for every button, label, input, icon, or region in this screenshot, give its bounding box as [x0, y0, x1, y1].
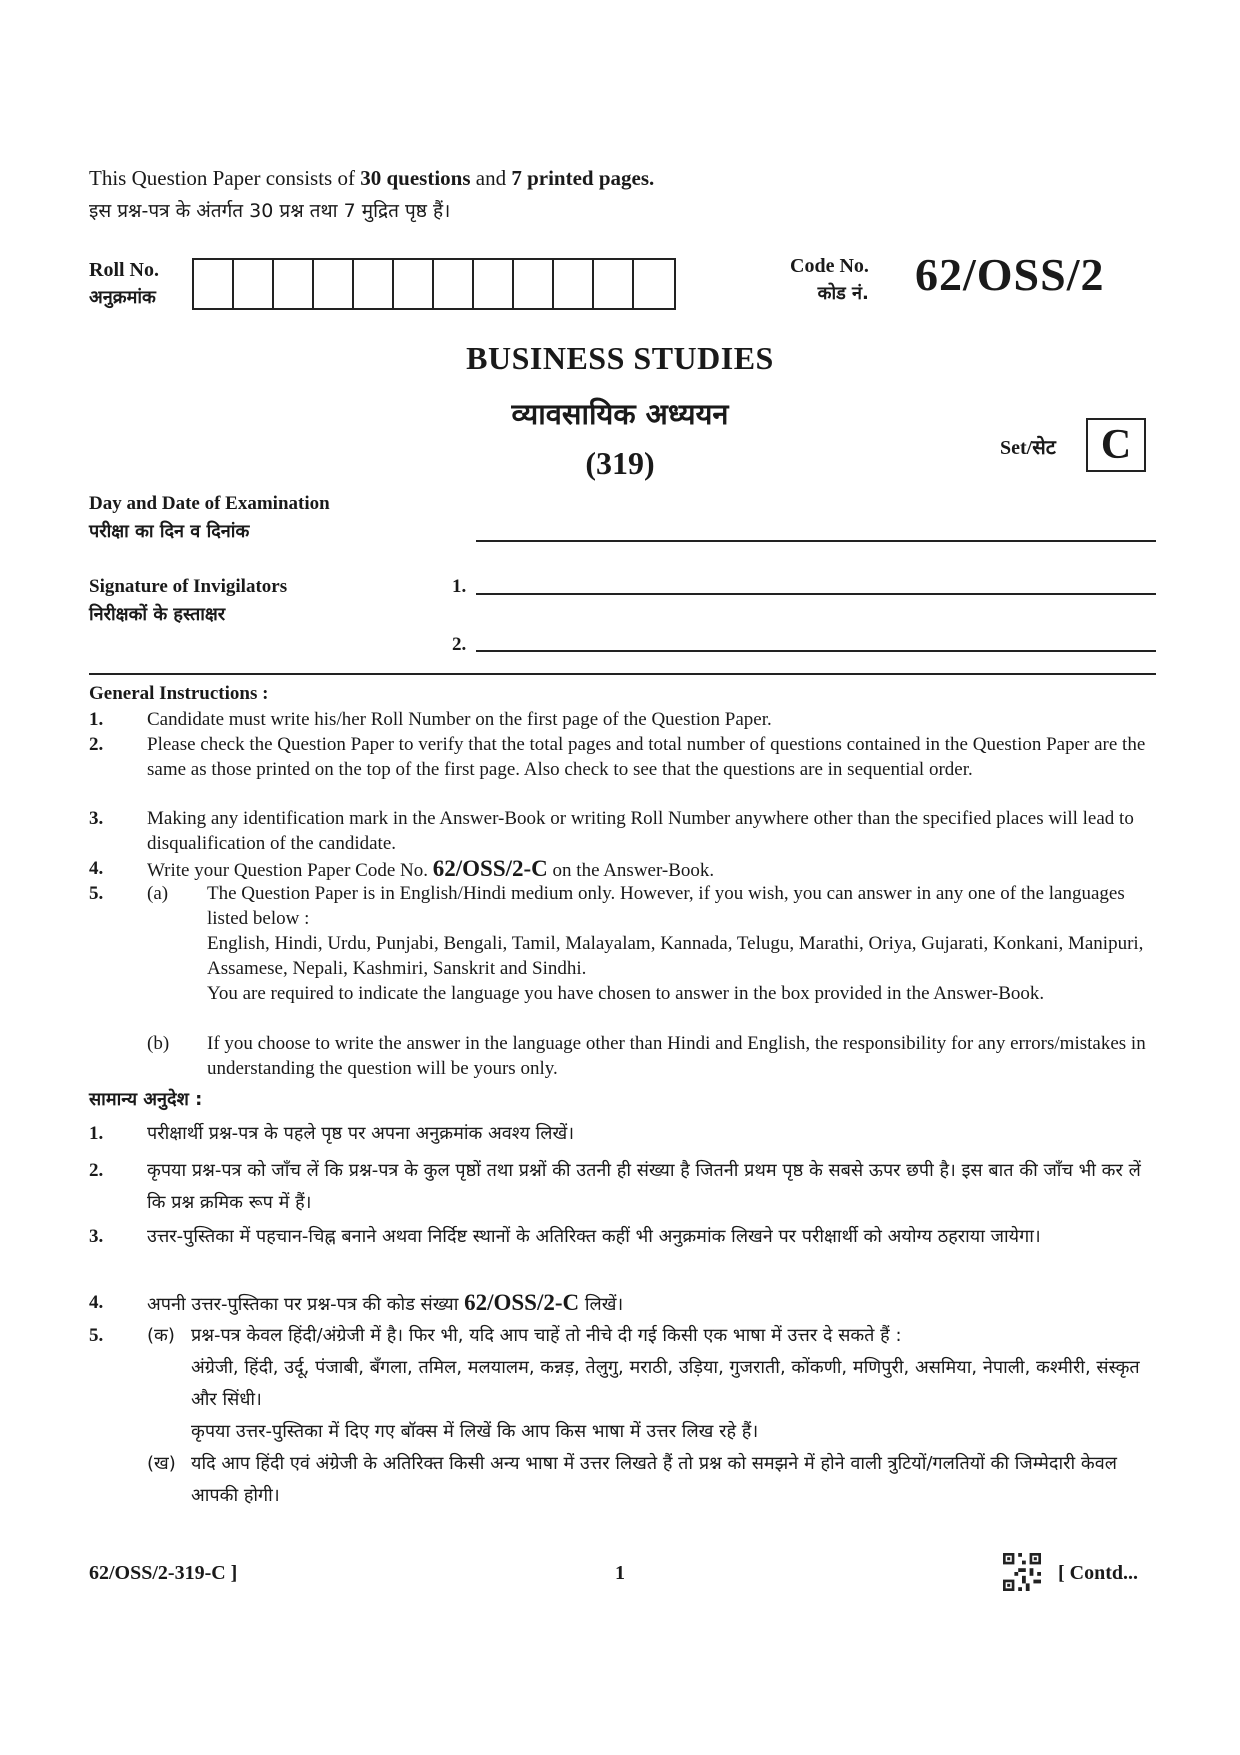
roll-number-cell[interactable] [354, 260, 394, 308]
roll-number-cell[interactable] [554, 260, 594, 308]
instruction-hi-5: 5. (क) प्रश्न-पत्र केवल हिंदी/अंग्रेजी में है। फिर भी, यदि आप चाहें तो नीचे दी गई किसी एक भाषा में उत्तर दे सकते हैं : अंग्रेजी, हिंदी, उर्दू, पंजाबी, बँगला, तमिल, मलयालम, कन्नड़, तेलुगु, मराठी, उड़िया, गुजराती, कोंकणी, मणिपुरी, असमिया, नेपाली, कश्मीरी, संस्कृत और सिंधी। कृपया उत्तर-पुस्तिका में दिए गए बॉक्स में लिखें कि आप किस भाषा में उत्तर लिख रहे हैं। (ख) यदि आप हिंदी एवं अंग्रेजी के अतिरिक्त किसी अन्य भाषा में उत्तर लिखते हैं तो प्रश्न को समझने में होने वाली त्रुटियों/गलतियों की जिम्मेदारी केवल आपकी होगी। [89, 1325, 1140, 1506]
instruction-hi-2: 2. कृपया प्रश्न-पत्र को जाँच लें कि प्रश्न-पत्र के कुल पृष्ठों तथा प्रश्नों की उतनी ही संख्या है जितनी प्रथम पृष्ठ के सबसे ऊपर छपी है। इस बात की जाँच भी कर लें कि प्रश्न क्रमिक रूप में हैं। [89, 1160, 1141, 1213]
paper-info-en: This Question Paper consists of 30 questions and 7 printed pages. [89, 166, 655, 190]
code-number-label: Code No. कोड नं. [790, 255, 869, 304]
subject-code: (319) [585, 445, 655, 481]
hindi-instructions-heading: सामान्य अनुदेश : [89, 1089, 203, 1110]
roll-number-cell[interactable] [634, 260, 674, 308]
qr-code-icon [1003, 1553, 1041, 1591]
exam-date-line[interactable] [476, 540, 1156, 542]
subject-title-hi: व्यावसायिक अध्ययन [511, 397, 729, 431]
invigilator-2-number: 2. [452, 634, 467, 655]
paper-info-hi: इस प्रश्न-पत्र के अंतर्गत 30 प्रश्न तथा 7 मुद्रित पृष्ठ हैं। [89, 200, 451, 222]
instruction-en-2: 2. Please check the Question Paper to verify that the total pages and total number of questions contained in the Question Paper are the same as those printed on the top of the first page. Also check to see that the questions are in sequential order. [89, 734, 1146, 780]
footer-paper-code: 62/OSS/2-319-C ] [89, 1562, 238, 1584]
roll-number-cell[interactable] [274, 260, 314, 308]
instruction-hi-3: 3. उत्तर-पुस्तिका में पहचान-चिह्न बनाने अथवा निर्दिष्ट स्थानों के अतिरिक्त कहीं भी अनुक्रमांक लिखने पर परीक्षार्थी को अयोग्य ठहराया जायेगा। [89, 1226, 1041, 1247]
roll-number-cell[interactable] [394, 260, 434, 308]
instruction-hi-1: 1. परीक्षार्थी प्रश्न-पत्र के पहले पृष्ठ पर अपना अनुक्रमांक अवश्य लिखें। [89, 1123, 575, 1144]
code-number-value: 62/OSS/2 [915, 249, 1105, 300]
invigilators-label: Signature of Invigilators निरीक्षकों के हस्ताक्षर [89, 576, 288, 625]
roll-number-cell[interactable] [314, 260, 354, 308]
page-number: 1 [615, 1562, 625, 1584]
invigilator-1-number: 1. [452, 576, 467, 597]
set-value-box: C [1086, 418, 1146, 472]
roll-number-boxes[interactable] [192, 258, 676, 310]
instruction-en-5: 5. (a) The Question Paper is in English/Hindi medium only. However, if you wish, you can answer in any one of the languages listed below : English, Hindi, Urdu, Punjabi, Bengali, Tamil, Malayalam, Kannada, Telugu, Marathi, Oriya, Gujarati, Konkani, Manipuri, Assamese, Nepali, Kashmiri, Sanskrit and Sindhi. You are required to indicate the language you have chosen to answer in the box provided in the Answer-Book. (b) If you choose to write the answer in the language other than Hindi and English, the responsibility for any errors/mistakes in understanding the question will be yours only. [89, 883, 1146, 1079]
roll-number-cell[interactable] [514, 260, 554, 308]
invigilator-2-line[interactable] [476, 650, 1156, 652]
divider [89, 673, 1156, 675]
roll-number-cell[interactable] [234, 260, 274, 308]
roll-number-cell[interactable] [474, 260, 514, 308]
roll-number-cell[interactable] [194, 260, 234, 308]
roll-number-cell[interactable] [594, 260, 634, 308]
exam-date-label: Day and Date of Examination परीक्षा का दिन व दिनांक [89, 493, 330, 542]
instruction-en-4: 4. Write your Question Paper Code No. 62/OSS/2-C on the Answer-Book. [89, 856, 715, 881]
continued-label: [ Contd... [1058, 1562, 1139, 1584]
invigilator-1-line[interactable] [476, 593, 1156, 595]
roll-number-label: Roll No. अनुक्रमांक [89, 259, 159, 308]
subject-title-en: BUSINESS STUDIES [466, 340, 774, 376]
set-label: Set/सेट [1000, 437, 1056, 459]
roll-number-cell[interactable] [434, 260, 474, 308]
instruction-en-1: 1. Candidate must write his/her Roll Number on the first page of the Question Paper. [89, 709, 772, 730]
general-instructions-heading: General Instructions : [89, 683, 269, 704]
instruction-hi-4: 4. अपनी उत्तर-पुस्तिका पर प्रश्न-पत्र की कोड संख्या 62/OSS/2-C लिखें। [89, 1290, 624, 1315]
instruction-en-3: 3. Making any identification mark in the Answer-Book or writing Roll Number anywhere other than the specified places will lead to disqualification of the candidate. [89, 808, 1134, 854]
